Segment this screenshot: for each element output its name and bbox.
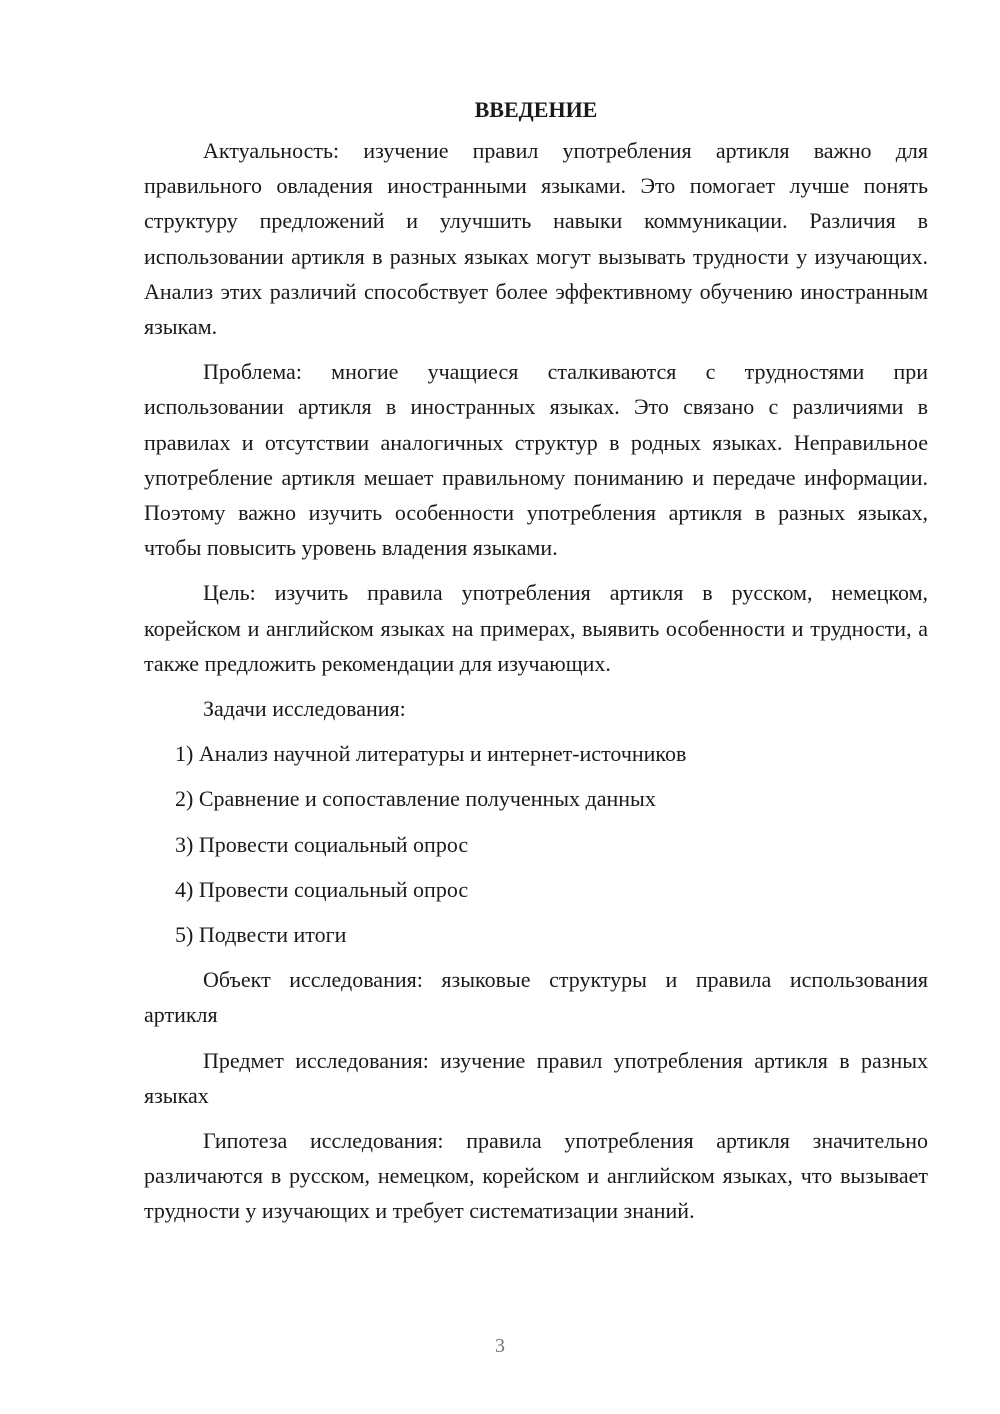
document-title: ВВЕДЕНИЕ (474, 97, 598, 122)
tasks-heading: Задачи исследования: (203, 696, 406, 722)
problem-paragraph: Проблема: многие учащиеся сталкиваются с трудностями при использовании артикля в иностранных языках. Это связано с различиями в правилах и отсутствии аналогичных структур в родных языках. Неправильное употребление артикля мешает правильному пониманию и передаче информации. Поэтому важно изучить особенности употребления артикля в разных языках, чтобы повысить уровень владения языками. (144, 359, 928, 561)
hypothesis-paragraph: Гипотеза исследования: правила употребления артикля значительно различаются в русском, немецком, корейском и английском языках, что вызывает трудности у изучающих и требует систематизации знаний. (144, 1128, 928, 1224)
object-paragraph: Объект исследования: языковые структуры и правила использования артикля (144, 967, 928, 1028)
relevance-paragraph: Актуальность: изучение правил употребления артикля важно для правильного овладения иностранными языками. Это помогает лучше понять структуру предложений и улучшить навыки коммуникации. Различия в использовании артикля в разных языках могут вызывать трудности у изучающих. Анализ этих различий способствует более эффективному обучению иностранным языкам. (144, 138, 928, 340)
task-item: 5) Подвести итоги (175, 922, 347, 948)
task-item: 2) Сравнение и сопоставление полученных данных (175, 786, 656, 812)
task-item: 4) Провести социальный опрос (175, 876, 469, 902)
page-number: 3 (495, 1335, 505, 1357)
document-page (144, 93, 928, 1239)
task-item: 1) Анализ научной литературы и интернет-источников (175, 741, 687, 767)
goal-paragraph: Цель: изучить правила употребления артикля в русском, немецком, корейском и английском языках на примерах, выявить особенности и трудности, а также предложить рекомендации для изучающих. (144, 580, 928, 676)
subject-paragraph: Предмет исследования: изучение правил употребления артикля в разных языках (144, 1047, 928, 1108)
task-item: 3) Провести социальный опрос (175, 831, 469, 857)
tasks-list (144, 736, 928, 952)
